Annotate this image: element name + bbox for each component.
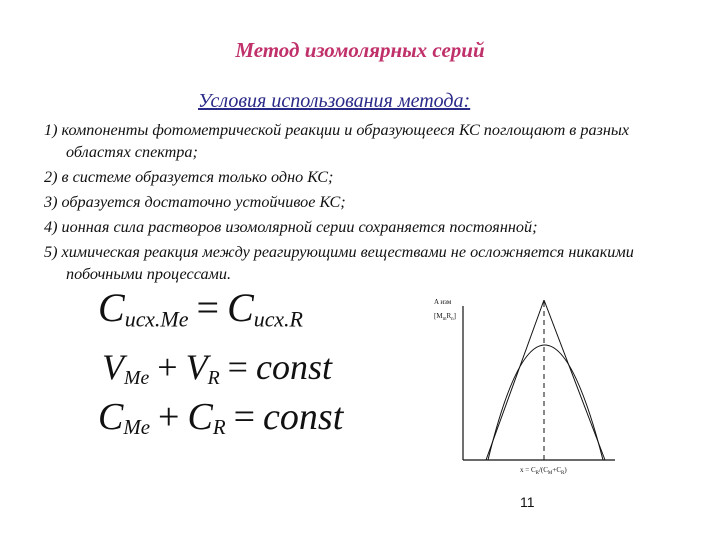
absorbance-curve bbox=[488, 345, 603, 460]
formula-operator: + bbox=[158, 396, 180, 438]
formula-initial-concentrations bbox=[98, 284, 303, 333]
formula-operator: = bbox=[196, 285, 220, 330]
formula-subscript: Me bbox=[124, 366, 150, 389]
formula-subscript: Me bbox=[123, 415, 151, 440]
x-axis-label: $x = C_R/(C_M+C_R)$ bbox=[520, 466, 567, 476]
formula-constant: const bbox=[263, 396, 344, 438]
condition-item: 2) в системе образуется только одно КС; bbox=[44, 168, 334, 186]
condition-item: 3) образуется достаточно устойчивое КС; bbox=[44, 193, 346, 211]
conditions-heading: Условия использования метода: bbox=[198, 90, 471, 112]
formula-symbol: C bbox=[98, 285, 125, 330]
formula-volume-sum bbox=[102, 346, 332, 390]
formula-operator: + bbox=[157, 347, 178, 387]
formula-concentration-sum bbox=[98, 395, 343, 440]
formula-symbol: V bbox=[102, 347, 124, 387]
tangent-line-right bbox=[544, 300, 605, 460]
formula-symbol: C bbox=[227, 285, 254, 330]
formula-symbol: C bbox=[98, 396, 124, 438]
y-axis-label: A изм bbox=[434, 298, 452, 306]
condition-item: 1) компоненты фотометрической реакции и образующееся КС поглощают в разных областях спектра; bbox=[44, 121, 630, 161]
formula-constant: const bbox=[255, 347, 332, 387]
formula-symbol: C bbox=[187, 396, 213, 438]
formula-subscript: исх.R bbox=[253, 306, 303, 332]
y-axis-label-formula: $[M_mR_n]$ bbox=[434, 312, 456, 322]
isomolar-series-diagram bbox=[420, 290, 620, 490]
conditions-list bbox=[44, 119, 684, 285]
formula-symbol: V bbox=[185, 347, 208, 387]
formula-subscript: исх.Me bbox=[124, 306, 189, 332]
slide-title: Метод изомолярных серий bbox=[235, 38, 485, 62]
formula-operator: = bbox=[233, 396, 256, 438]
page-number: 11 bbox=[520, 494, 535, 510]
formula-operator: = bbox=[227, 347, 248, 387]
condition-item: 5) химическая реакция между реагирующими веществами не осложняется никакими побочными процессами. bbox=[44, 243, 634, 283]
condition-item: 4) ионная сила растворов изомолярной серии сохраняется постоянной; bbox=[44, 218, 538, 236]
formula-subscript: R bbox=[212, 415, 226, 440]
formula-subscript: R bbox=[207, 366, 220, 389]
